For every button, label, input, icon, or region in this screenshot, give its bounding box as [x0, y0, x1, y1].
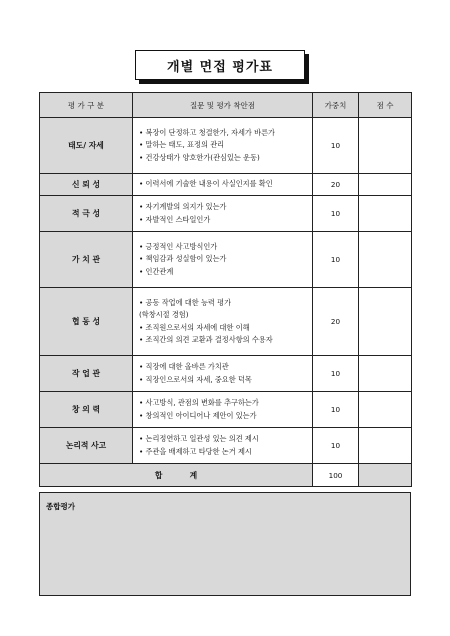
row-questions — [133, 392, 313, 428]
row-weight: 10 — [313, 118, 359, 174]
row-questions — [133, 174, 313, 196]
question-item: • 자기계발의 의지가 있는가 — [139, 202, 227, 211]
row-category: 창 의 력 — [40, 392, 133, 428]
question-item: • 인간관계 — [139, 266, 174, 276]
total-row — [40, 464, 412, 487]
page-title: 개별 면접 평가표 — [135, 50, 305, 80]
row-category: 신 뢰 성 — [40, 174, 133, 196]
score-cell[interactable] — [359, 392, 412, 428]
header-score: 점 수 — [359, 93, 412, 118]
question-item: • 책임감과 성실함이 있는가 — [139, 254, 227, 264]
total-score-cell[interactable] — [359, 464, 412, 487]
row-questions — [133, 118, 313, 174]
question-item: • 조직간의 의견 교환과 결정사항의 수용자 — [139, 335, 273, 344]
evaluation-table — [39, 92, 412, 487]
row-questions — [133, 356, 313, 392]
question-item: • 긍정적인 사고방식인가 — [139, 241, 218, 251]
row-questions — [133, 428, 313, 464]
score-cell[interactable] — [359, 356, 412, 392]
score-cell[interactable] — [359, 196, 412, 232]
row-category: 논리적 사고 — [40, 428, 133, 464]
table-row — [40, 118, 412, 174]
question-item: • 논리정연하고 일관성 있는 의견 제시 — [139, 434, 259, 443]
table-row — [40, 288, 412, 356]
row-weight: 10 — [313, 392, 359, 428]
row-questions — [133, 288, 313, 356]
score-cell[interactable] — [359, 232, 412, 288]
row-weight: 20 — [313, 174, 359, 196]
question-item: • 자발적인 스타일인가 — [139, 214, 211, 224]
question-item: • 조직원으로서의 자세에 대한 이해 — [139, 322, 250, 332]
row-category: 협 동 성 — [40, 288, 133, 356]
overall-evaluation-box[interactable] — [39, 492, 411, 596]
table-row — [40, 428, 412, 464]
title-box — [135, 50, 309, 84]
question-item: • 창의적인 아이디어나 제안이 있는가 — [139, 410, 257, 420]
header-row — [40, 93, 412, 118]
question-item: • 주관을 배제하고 타당한 논거 제시 — [139, 446, 252, 456]
table-row — [40, 232, 412, 288]
question-item: • 사고방식, 관점의 변화를 추구하는가 — [139, 398, 259, 407]
table-row — [40, 196, 412, 232]
question-item: • 건강상태가 양호한가(관심있는 운동) — [139, 152, 260, 162]
header-questions: 질문 및 평가 착안점 — [133, 93, 313, 118]
row-weight: 10 — [313, 196, 359, 232]
row-weight: 20 — [313, 288, 359, 356]
question-item: (학창시절 경험) — [139, 310, 189, 319]
header-weight: 가중치 — [313, 93, 359, 118]
score-cell[interactable] — [359, 174, 412, 196]
row-category: 가 치 관 — [40, 232, 133, 288]
row-category: 태도/ 자세 — [40, 118, 133, 174]
question-item: • 공동 작업에 대한 능력 평가 — [139, 297, 232, 307]
row-weight: 10 — [313, 428, 359, 464]
score-cell[interactable] — [359, 118, 412, 174]
question-item: • 복장이 단정하고 청결한가, 자세가 바른가 — [139, 127, 275, 137]
row-questions — [133, 232, 313, 288]
score-cell[interactable] — [359, 428, 412, 464]
row-category: 적 극 성 — [40, 196, 133, 232]
question-item: • 말하는 태도, 표정의 관리 — [139, 140, 225, 150]
overall-evaluation-label: 종합평가 — [46, 502, 75, 511]
question-item: • 직장인으로서의 자세, 중요한 덕목 — [139, 374, 252, 384]
total-weight: 100 — [313, 464, 359, 487]
row-category: 작 업 관 — [40, 356, 133, 392]
header-category: 평 가 구 분 — [40, 93, 133, 118]
table-row — [40, 174, 412, 196]
table-row — [40, 392, 412, 428]
score-cell[interactable] — [359, 288, 412, 356]
table-row — [40, 356, 412, 392]
row-weight: 10 — [313, 356, 359, 392]
total-label: 합 계 — [40, 464, 313, 487]
question-item: • 이력서에 기술한 내용이 사실인지를 확인 — [139, 179, 273, 189]
row-questions — [133, 196, 313, 232]
question-item: • 직장에 대한 올바른 가치관 — [139, 362, 229, 371]
row-weight: 10 — [313, 232, 359, 288]
